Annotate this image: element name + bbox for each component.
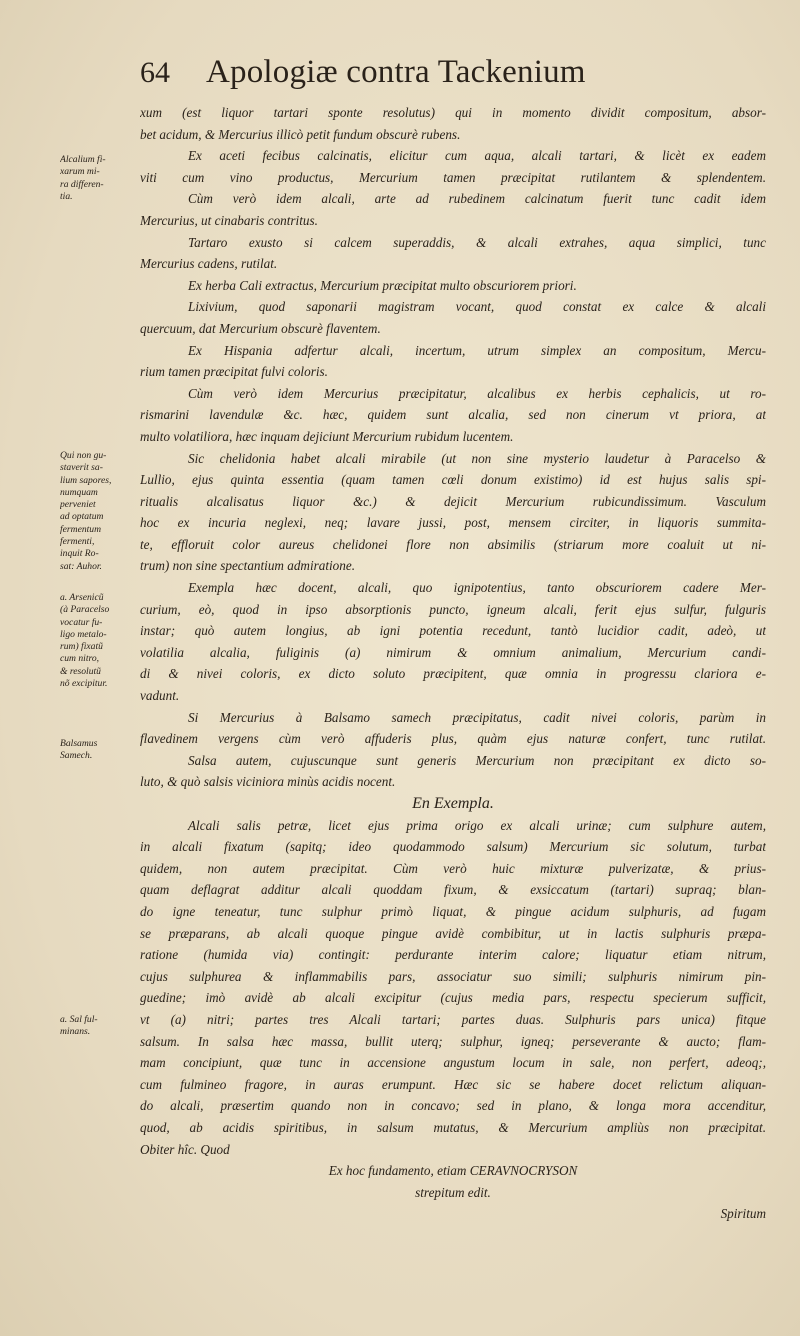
margin-note [60, 738, 138, 763]
text-line: rium tamen præcipitat fulvi coloris. [140, 364, 328, 380]
margin-note-line: Alcalium fi- [60, 154, 106, 165]
text-line: Obiter hîc. Quod [140, 1141, 230, 1157]
text-line: trum) non sine spectantium admiratione. [140, 558, 356, 574]
text-line: quidem, non autem præcipitat. Cùm verò huic mixturæ pulverizatæ, & prius- [140, 860, 766, 876]
text-line: cum fulmineo fragore, in auras erumpunt. Hæc sic se habere docet relictum aliquan- [140, 1076, 766, 1092]
margin-note-line: ligo metalo- [60, 628, 107, 640]
text-line: Cùm verò idem alcali, arte ad rubedinem calcinatum fuerit tunc cadit idem [188, 191, 766, 207]
margin-note-line: & resolutũ [60, 665, 101, 677]
text-line: xum (est liquor tartari sponte resolutus) qui in momento dividit compositum, absor- [140, 105, 766, 120]
text-line: do igne teneatur, tunc sulphur primò liquat, & pingue acidum sulphuris, ad fugam [140, 903, 766, 919]
margin-note-line: nõ excipitur. [60, 678, 108, 690]
text-line: quam deflagrat additur alcali quoddam fixum, & exsiccatum (tartari) supraq; blan- [140, 882, 766, 898]
text-line: quod, ab acidis spiritibus, in salsum mutatus, & Mercurium ampliùs non præcipitat. [140, 1119, 766, 1135]
margin-note [60, 450, 138, 573]
margin-note-line: ad optatum [60, 511, 104, 523]
margin-note-line: rum) fixatũ [60, 641, 103, 653]
text-line: Si Mercurius à Balsamo samech præcipitatus, cadit nivei coloris, parùm in [188, 709, 766, 725]
text-line: di & nivei coloris, ex dicto soluto præcipitent, quæ omnia in progressu clariora e- [140, 666, 766, 682]
text-line: Ex herba Cali extractus, Mercurium præcipitat multo obscuriorem priori. [188, 277, 577, 293]
text-line: curium, eò, quod in ipso absorptionis puncto, igneum alcali, ferit ejus sulfur, fulguris [140, 601, 766, 617]
margin-note-line: fermenti, [60, 536, 95, 548]
margin-note [60, 154, 138, 203]
text-line: hoc ex incuria neglexi, neq; lavare jussi, post, mensem circiter, in liquoris summita- [140, 515, 766, 531]
text-line: Tartaro exusto si calcem superaddis, & alcali extrahes, aqua simplici, tunc [188, 234, 766, 250]
margin-note-line: fermentum [60, 523, 102, 535]
margin-note-line: inquit Ro- [60, 548, 99, 560]
margin-note [60, 1014, 138, 1039]
text-line: strepitum edit. [415, 1184, 491, 1200]
text-line: bet acidum, & Mercurius illicò petit fundum obscurè rubens. [140, 126, 461, 142]
margin-note-line: numquam [60, 486, 98, 498]
section-heading: En Exempla. [412, 795, 494, 812]
text-line: do alcali, præsertim quando non in concavo; sed in plano, & longa mora accenditur, [140, 1098, 766, 1114]
text-line: Ex Hispania adfertur alcali, incertum, utrum simplex an compositum, Mercu- [188, 342, 766, 358]
margin-note-line: Qui non gu- [60, 450, 107, 461]
text-line: mam concipiunt, quæ tunc in accensione angustum locum in sale, non perfert, adeoq;, [140, 1055, 766, 1071]
text-line: Mercurius, ut cinabaris contritus. [140, 212, 318, 228]
text-line: volatilia alcalia, fuliginis (a) nimirum & omnium animalium, Mercurium candi- [140, 644, 766, 660]
text-line: multo volatiliora, hæc inquam dejiciunt Mercurium rubidum lucentem. [140, 428, 514, 444]
text-line: Sic chelidonia habet alcali mirabile (ut non sine mysterio laudetur à Paracelso & [188, 450, 766, 466]
text-line: Mercurius cadens, rutilat. [140, 256, 278, 272]
text-line: ritualis alcalisatus liquor &c.) & dejicit Mercurium rubicundissimum. Vasculum [140, 493, 766, 509]
margin-note-line: lium sapores, [60, 474, 112, 486]
text-line: cujus sulphurea & inflammabilis pars, associatur suo simili; sulphuris nimirum pin- [140, 968, 766, 984]
text-line: Alcali salis petræ, licet ejus prima origo ex alcali urinæ; cum sulphure autem, [188, 817, 766, 833]
margin-note-line: staverit sa- [60, 462, 103, 474]
text-line: rismarini lavendulæ &c. hæc, quidem sunt alcalia, sed non cinerum vt priora, at [140, 407, 766, 423]
margin-note-line: tia. [60, 190, 73, 202]
text-line: quercuum, dat Mercurium obscurè flaventem. [140, 320, 381, 336]
page-header [140, 54, 780, 100]
margin-note-line: vocatur fu- [60, 616, 103, 628]
text-line: Spiritum [720, 1206, 766, 1222]
main-text-column [140, 102, 766, 1225]
text-line: guedine; imò avidè ab alcali excipitur (cujus media pars, respectu specierum sufficit, [140, 990, 766, 1006]
text-line: instar; quò autem longius, ab igni potentia recedunt, tantò lucidior cadit, adeò, ut [140, 623, 766, 639]
text-line: in alcali fixatum (sapitq; ideo quodammodo salsum) Mercurium sic solutum, turbat [140, 839, 766, 855]
text-line: te, effloruit color aureus chelidonei flore non absimilis (striarum more coaluit ut ni- [140, 536, 766, 552]
margin-note-line: xarum mi- [60, 166, 100, 178]
text-line: Exempla hæc docent, alcali, quo ignipotentius, tanto obscuriorem cadere Mer- [188, 580, 766, 596]
text-line: se præparans, ab alcali quoque pingue avidè combibitur, ut in lactis sulphuris præpa- [140, 925, 766, 941]
margin-note-line: sat: Auhor. [60, 560, 102, 572]
margin-note-line: Balsamus [60, 738, 98, 749]
margin-note-line: minans. [60, 1026, 91, 1038]
text-line: Ex aceti fecibus calcinatis, elicitur cum aqua, alcali tartari, & licèt ex eadem [188, 148, 766, 164]
text-line: Lixivium, quod saponarii magistram vocant, quod constat ex calce & alcali [188, 299, 766, 315]
margin-note-line: Samech. [60, 750, 93, 762]
margin-note-line: a. Sal ful- [60, 1014, 98, 1025]
margin-note-line: cum nitro, [60, 653, 100, 665]
margin-note [60, 592, 138, 690]
running-title: Apologiæ contra Tackenium [206, 54, 586, 90]
margin-note-line: ra differen- [60, 178, 104, 190]
text-line: viti cum vino productus, Mercurium tamen præcipitat rutilantem & splendentem. [140, 169, 766, 185]
text-line: Lullio, ejus quinta essentia (quam tamen cœli donum existimo) id est hujus salis spi- [140, 472, 766, 488]
text-line: salsum. In salsa hæc massa, bullit uterq; sulphur, igneq; perseverante & aucto; flam- [140, 1033, 766, 1049]
margin-note-line: a. Arsenicũ [60, 592, 104, 603]
text-line: Salsa autem, cujuscunque sunt generis Mercurium non præcipitant ex dicto so- [188, 752, 766, 768]
text-line: vadunt. [140, 688, 180, 704]
page-number: 64 [140, 56, 170, 89]
text-line: flavedinem vergens cùm verò affuderis plus, quàm ejus naturæ confert, tunc rutilat. [140, 731, 766, 747]
margin-note-line: (à Paracelso [60, 604, 110, 616]
text-line: luto, & quò salsis viciniora minùs acidis nocent. [140, 774, 396, 790]
text-line: vt (a) nitri; partes tres Alcali tartari; partes duas. Sulphuris pars unica) fitque [140, 1011, 766, 1027]
text-line: ratione (humida via) contingit: perdurante interim calore; liquatur etiam nitrum, [140, 947, 766, 963]
margin-note-line: perveniet [60, 499, 96, 511]
text-line: Cùm verò idem Mercurius præcipitatur, alcalibus ex herbis cephalicis, ut ro- [188, 385, 766, 401]
text-line: Ex hoc fundamento, etiam CERAVNOCRYSON [328, 1163, 578, 1179]
